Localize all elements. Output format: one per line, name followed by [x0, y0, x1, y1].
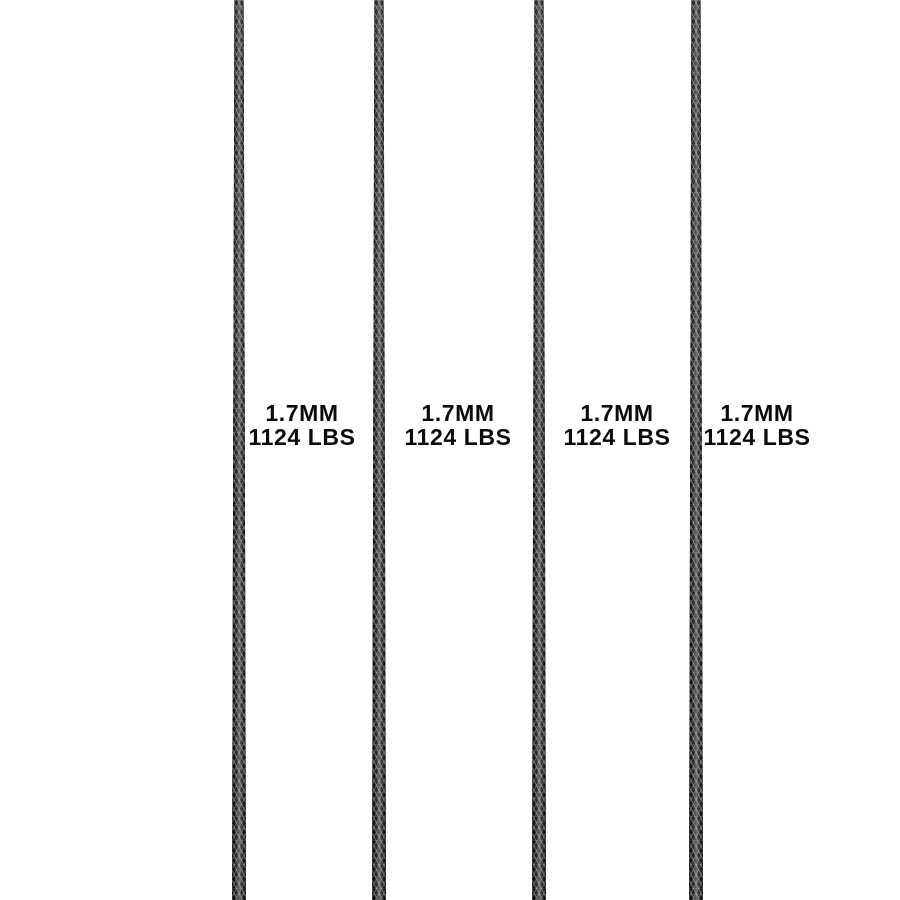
cord-diameter-text: 1.7MM — [421, 400, 495, 426]
braided-cord-4 — [689, 0, 703, 900]
cord-diameter-text: 1.7MM — [720, 400, 794, 426]
braided-cord-2 — [372, 0, 386, 900]
braided-cord-3 — [532, 0, 546, 900]
cord-diameter-text: 1.7MM — [265, 400, 339, 426]
cord-diameter-text: 1.7MM — [580, 400, 654, 426]
cord-spec-label-1 — [222, 401, 382, 449]
cord-spec-label-3 — [537, 401, 697, 449]
cord-strength-text: 1124 LBS — [703, 424, 811, 450]
cord-spec-label-2 — [378, 401, 538, 449]
braided-cord-1 — [232, 0, 246, 900]
cord-strength-text: 1124 LBS — [563, 424, 671, 450]
cord-strength-text: 1124 LBS — [248, 424, 356, 450]
cord-strength-text: 1124 LBS — [404, 424, 512, 450]
cord-spec-label-4 — [677, 401, 837, 449]
